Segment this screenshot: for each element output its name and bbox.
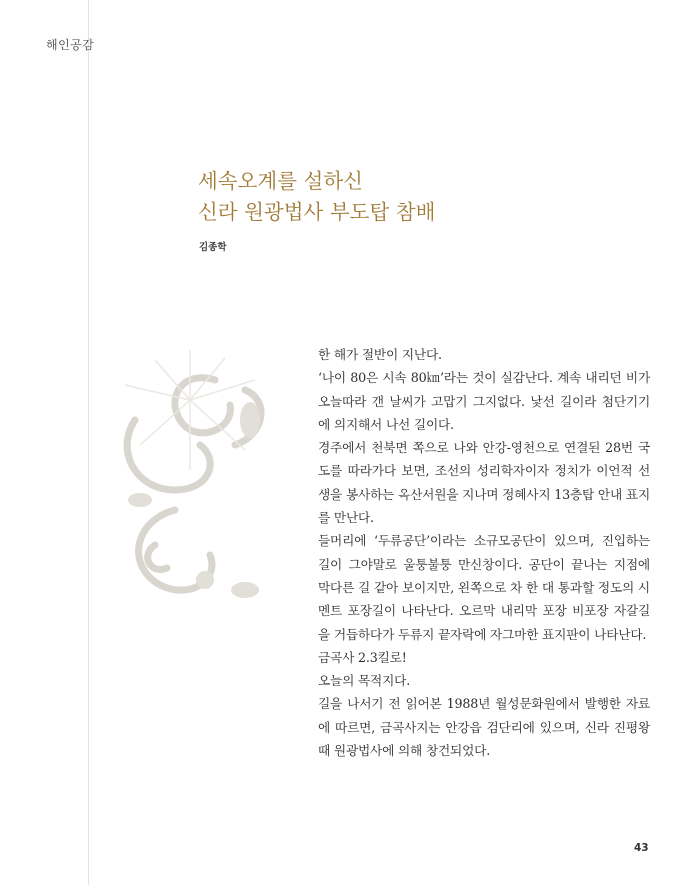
lotus-flourish-icon [95,350,275,610]
paragraph: 경주에서 천북면 쪽으로 나와 안강-영천으로 연결된 28번 국도를 따라가다 보면, 조선의 성리학자이자 정치가 이언적 선생을 봉사하는 옥산서원을 지나며 정혜사지 13층탑 안내 표지를 만난다. [318,440,650,526]
paragraph: 들머리에 ‘두류공단’이라는 소규모공단이 있으며, 진입하는 길이 그야말로 울퉁불퉁 만신창이다. 공단이 끝나는 지점에 막다른 길 같아 보이지만, 왼쪽으로 차 한 대 통과할 정도의 시멘트 포장길이 나타난다. 오르막 내리막 포장 비포장 자갈길을 거듭하다가 두류지 끝자락에 자그마한 표지판이 나타난다. [318,533,650,642]
paragraph: 한 해가 절반이 지난다. [318,347,442,362]
paragraph: 오늘의 목적지다. [318,673,411,689]
paragraph: 길을 나서기 전 읽어본 1988년 월성문화원에서 발행한 자료에 따르면, 금곡사지는 안강읍 검단리에 있으며, 신라 진평왕 때 원광법사에 의해 창건되었다. [318,696,650,759]
article-title-line-2: 신라 원광법사 부도탑 참배 [198,200,436,224]
section-label: 해인공감 [46,38,95,52]
page-number: 43 [634,842,649,854]
article-author: 김종학 [199,242,227,253]
paragraph: ‘나이 80은 시속 80㎞’라는 것이 실감난다. 계속 내리던 비가 오늘따라 갠 날씨가 고맙기 그지없다. 낯선 길이라 첨단기기에 의지해서 나선 길이다. [318,370,650,432]
article-body [318,343,650,762]
margin-rule [88,0,89,885]
article-title-line-1: 세속오계를 설하신 [198,169,363,193]
article-title [198,166,618,228]
paragraph: 금곡사 2.3킬로! [318,649,407,665]
